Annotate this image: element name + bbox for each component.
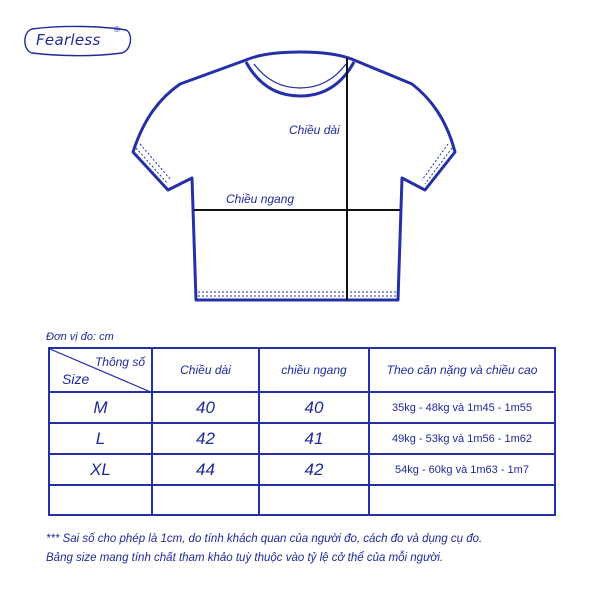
corner-size-label: Size	[62, 371, 90, 387]
size-table	[48, 347, 556, 516]
width-cell: 41	[259, 423, 369, 454]
footnote-line-1: *** Sai số cho phép là 1cm, do tính khách quan của người đo, cách đo và dụng cụ đo.	[46, 533, 483, 545]
brand-name: Fearless	[36, 31, 101, 49]
fit-cell: 35kg - 48kg và 1m45 - 1m55	[369, 392, 555, 423]
footnote	[46, 530, 482, 568]
table-header-row	[49, 348, 555, 392]
length-cell: 44	[152, 454, 259, 485]
fit-cell: 49kg - 53kg và 1m56 - 1m62	[369, 423, 555, 454]
width-cell: 42	[259, 454, 369, 485]
header-fit: Theo cân nặng và chiều cao	[369, 348, 555, 392]
size-cell: L	[49, 423, 152, 454]
empty-cell	[49, 485, 152, 515]
table-row	[49, 423, 555, 454]
width-cell: 40	[259, 392, 369, 423]
empty-cell	[152, 485, 259, 515]
length-cell: 40	[152, 392, 259, 423]
sleeve-hem-left	[136, 148, 168, 184]
corner-cell	[49, 348, 152, 392]
tshirt-collar	[246, 62, 354, 96]
unit-note: Đơn vị đo: cm	[46, 331, 114, 343]
tshirt-outline	[133, 52, 455, 300]
header-width: chiều ngang	[259, 348, 369, 392]
length-cell: 42	[152, 423, 259, 454]
empty-cell	[259, 485, 369, 515]
table-row	[49, 392, 555, 423]
header-length: Chiều dài	[152, 348, 259, 392]
sleeve-hem-right-2	[422, 144, 448, 180]
fit-cell: 54kg - 60kg và 1m63 - 1m7	[369, 454, 555, 485]
tshirt-collar-inner	[254, 64, 346, 88]
size-cell: XL	[49, 454, 152, 485]
size-cell: M	[49, 392, 152, 423]
width-label: Chiều ngang	[226, 192, 295, 206]
table-row-empty	[49, 485, 555, 515]
sleeve-hem-right	[425, 148, 452, 184]
length-label: Chiều dài	[289, 123, 340, 137]
empty-cell	[369, 485, 555, 515]
table-row	[49, 454, 555, 485]
footnote-line-2: Bảng size mang tính chất tham khảo tuỳ thuộc vào tỷ lệ cở thể của mỗi người.	[46, 552, 444, 564]
corner-spec-label: Thông số	[94, 355, 145, 369]
registered-mark: ®	[114, 25, 120, 34]
